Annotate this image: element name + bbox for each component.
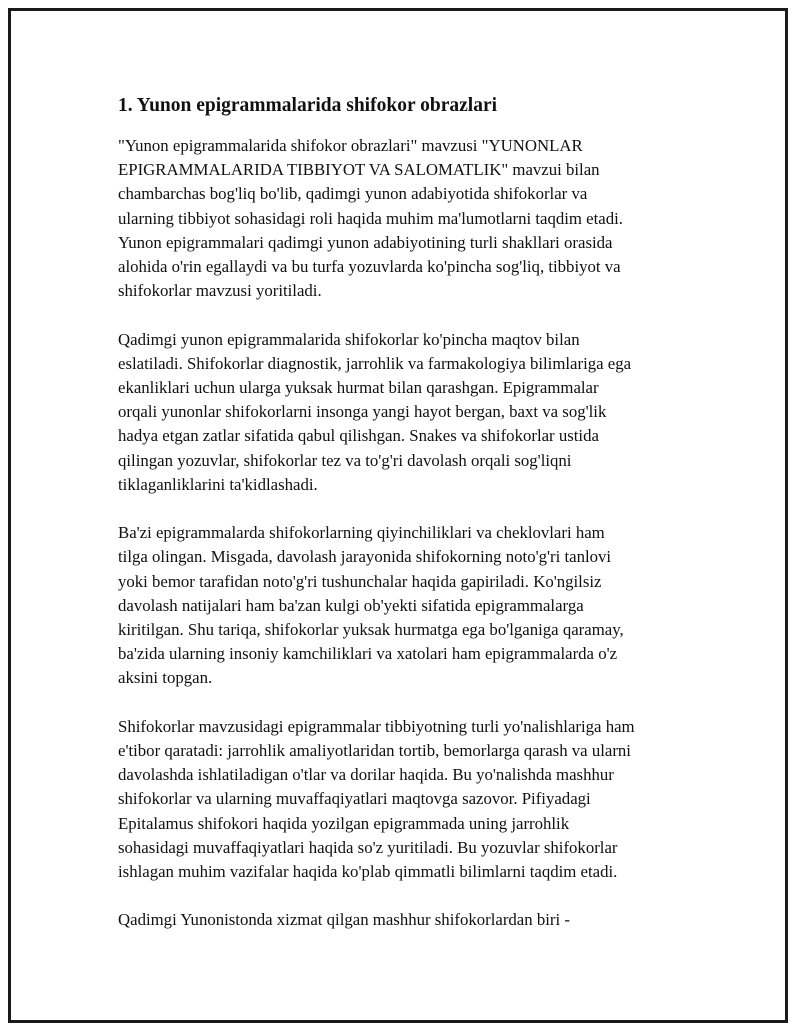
text-line: tilga olingan. Misgada, davolash jarayonida shifokorning noto'g'ri tanlovi	[118, 547, 612, 567]
text-line: davolashda ishlatiladigan o'tlar va dorilar haqida. Bu yo'nalishda mashhur	[118, 765, 614, 785]
text-line: sohasidagi muvaffaqiyatlari haqida so'z yuritiladi. Bu yozuvlar shifokorlar	[118, 837, 618, 857]
document-body	[118, 92, 698, 957]
text-line: e'tibor qaratadi: jarrohlik amaliyotlaridan tortib, bemorlarga qarash va ularni	[118, 741, 631, 761]
text-line: alohida o'rin egallaydi va bu turfa yozuvlarda ko'pincha sog'liq, tibbiyot va	[118, 257, 621, 277]
text-line: ishlagan muhim vazifalar haqida ko'plab qimmatli bilimlarni taqdim etadi.	[118, 862, 618, 882]
text-line: qilingan yozuvlar, shifokorlar tez va to'g'ri davolash orqali sog'liqni	[118, 450, 572, 470]
text-line: ekanliklari uchun ularga yuksak hurmat bilan qarashgan. Epigrammalar	[118, 378, 599, 398]
text-line: shifokorlar va ularning muvaffaqiyatlari maqtovga sazovor. Pifiyadagi	[118, 789, 591, 809]
paragraph	[118, 715, 698, 884]
text-line: tiklaganliklarini ta'kidlashadi.	[118, 474, 318, 494]
text-line: yoki bemor tarafidan noto'g'ri tushunchalar haqida gapiriladi. Ko'ngilsiz	[118, 571, 602, 591]
text-line: EPIGRAMMALARIDA TIBBIYOT VA SALOMATLIK" mavzui bilan	[118, 160, 600, 180]
text-line: ularning tibbiyot sohasidagi roli haqida muhim ma'lumotlarni taqdim etadi.	[118, 208, 623, 228]
text-line: eslatiladi. Shifokorlar diagnostik, jarrohlik va farmakologiya bilimlariga ega	[118, 353, 632, 373]
text-line: "Yunon epigrammalarida shifokor obrazlari" mavzusi "YUNONLAR	[118, 136, 583, 155]
text-line: aksini topgan.	[118, 668, 213, 688]
text-line: chambarchas bog'liq bo'lib, qadimgi yunon adabiyotida shifokorlar va	[118, 184, 588, 204]
text-line: hadya etgan zatlar sifatida qabul qilishgan. Snakes va shifokorlar ustida	[118, 426, 599, 446]
text-line: Epitalamus shifokori haqida yozilgan epigrammada uning jarrohlik	[118, 813, 570, 833]
text-line: Yunon epigrammalari qadimgi yunon adabiyotining turli shakllari orasida	[118, 232, 613, 252]
text-line: ba'zida ularning insoniy kamchiliklari va xatolari ham epigrammalarda o'z	[118, 644, 618, 664]
text-line: kiritilgan. Shu tariqa, shifokorlar yuksak hurmatga ega bo'lganiga qaramay,	[118, 620, 624, 640]
paragraph	[118, 521, 698, 690]
section-heading: 1. Yunon epigrammalarida shifokor obrazlari	[118, 95, 498, 116]
paragraph	[118, 328, 698, 497]
text-line: Shifokorlar mavzusidagi epigrammalar tibbiyotning turli yo'nalishlariga ham	[118, 716, 635, 736]
paragraph	[118, 134, 698, 303]
paragraph-list	[118, 134, 698, 933]
text-line: Qadimgi Yunonistonda xizmat qilgan mashhur shifokorlardan biri -	[118, 910, 570, 930]
text-line: shifokorlar mavzusi yoritiladi.	[118, 281, 322, 301]
text-line: Qadimgi yunon epigrammalarida shifokorlar ko'pincha maqtov bilan	[118, 329, 580, 349]
text-line: orqali yunonlar shifokorlarni insonga yangi hayot bergan, baxt va sog'lik	[118, 402, 607, 422]
text-line: Ba'zi epigrammalarda shifokorlarning qiyinchiliklari va cheklovlari ham	[118, 523, 605, 543]
paragraph	[118, 908, 698, 932]
text-line: davolash natijalari ham ba'zan kulgi ob'yekti sifatida epigrammalarga	[118, 595, 584, 615]
